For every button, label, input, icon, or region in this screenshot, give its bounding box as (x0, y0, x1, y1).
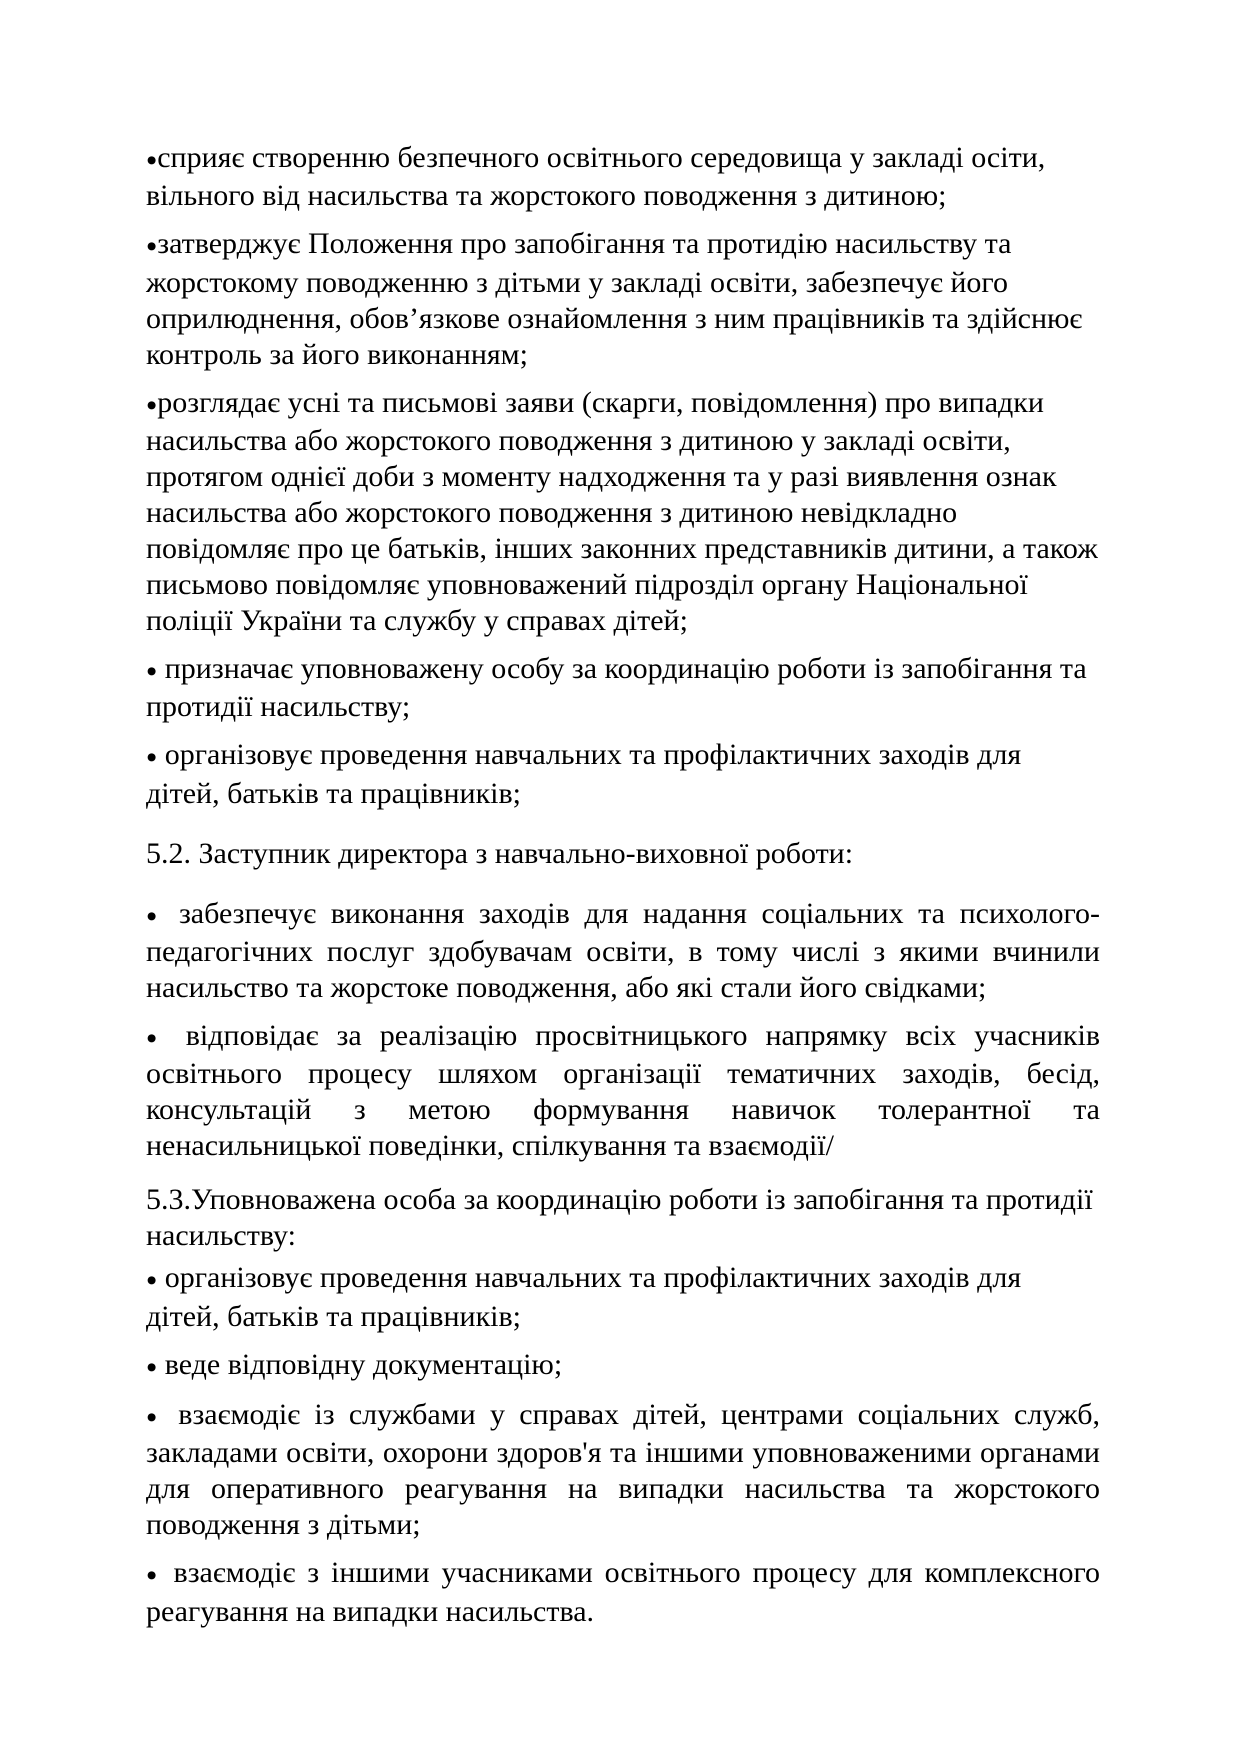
paragraph-text: взаємодіє з іншими учасниками освітнього процесу для комплексного реагування на випадки насильства. (146, 1556, 1101, 1628)
paragraph-text: призначає уповноважену особу за координацію роботи із запобігання та протидії насильству; (146, 651, 1087, 724)
paragraph-text: організовує проведення навчальних та профілактичних заходів для дітей, батьків та працівників; (146, 1261, 1022, 1333)
bullet-marker: ● (146, 1027, 168, 1049)
bullet-paragraph (146, 1260, 1100, 1334)
bullet-paragraph (146, 1397, 1100, 1543)
bullet-paragraph (146, 140, 1100, 214)
bullet-paragraph (146, 226, 1100, 372)
heading-text: 5.3.Уповноважена особа за координацію роботи із запобігання та протидії насильству: (146, 1183, 1093, 1253)
bullet-paragraph (146, 896, 1100, 1006)
paragraph-text: веде відповідну документацію; (157, 1347, 563, 1381)
bullet-paragraph (146, 737, 1100, 811)
bullet-marker: ● (146, 1269, 158, 1291)
paragraph-text: сприяє створенню безпечного освітнього середовища у закладі осіти, вільного від насильства та жорстокого поводження з дитиною; (146, 141, 1046, 213)
bullet-marker: ● (146, 149, 158, 171)
bullet-paragraph (146, 385, 1100, 639)
bullet-paragraph (146, 1018, 1100, 1164)
bullet-marker: ● (146, 235, 158, 257)
bullet-marker: ● (146, 1406, 165, 1428)
bullet-marker: ● (146, 1355, 158, 1377)
paragraph-text: розглядає усні та письмові заяви (скарги, повідомлення) про випадки насильства або жорстокого поводження з дитиною у закладі освіти, протягом однієї доби з моменту надходження та у разі виявлення ознак насильства або жорстокого поводження з дитиною невідкладно повідомляє про це батьків, інших законних представників дитини, а також письмово повідомляє уповноважений підрозділ органу Національної поліції України та службу у справах дітей; (146, 385, 1098, 637)
bullet-paragraph (146, 1555, 1100, 1629)
bullet-marker: ● (146, 746, 158, 768)
paragraph-text: взаємодіє із службами у справах дітей, центрами соціальних служб, закладами освіти, охорони здоров'я та іншими уповноваженими органами для оперативного реагування на випадки насильства та жорстокого поводження з дітьми; (146, 1397, 1100, 1542)
section-heading-5-3 (146, 1182, 1100, 1254)
paragraph-text: забезпечує виконання заходів для надання соціальних та психолого-педагогічних послуг здобувачам освіти, в тому числі з якими вчинили насильство та жорстоке поводження, або які стали його свідками; (146, 896, 1100, 1004)
paragraph-text: організовує проведення навчальних та профілактичних заходів для дітей, батьків та працівників; (146, 738, 1022, 810)
section-heading-5-2 (146, 836, 1100, 872)
bullet-marker: ● (146, 1564, 162, 1586)
bullet-marker: ● (146, 393, 158, 415)
paragraph-text: затверджує Положення про запобігання та протидію насильству та жорстокому поводженню з дітьми у закладі освіти, забезпечує його оприлюднення, обов’язкове ознайомлення з ним працівників та здійснює контроль за його виконанням; (146, 227, 1083, 371)
heading-text: 5.2. Заступник директора з навчально-виховної роботи: (146, 836, 854, 870)
bullet-paragraph (146, 651, 1100, 725)
bullet-paragraph (146, 1347, 1100, 1385)
paragraph-text: відповідає за реалізацію просвітницького напрямку всіх учасників освітнього процесу шляхом організації тематичних заходів, бесід, консультацій з метою формування навичок толерантної та ненасильницької поведінки, спілкування та взаємодії/ (146, 1018, 1100, 1163)
bullet-marker: ● (146, 660, 158, 682)
bullet-marker: ● (146, 904, 165, 926)
